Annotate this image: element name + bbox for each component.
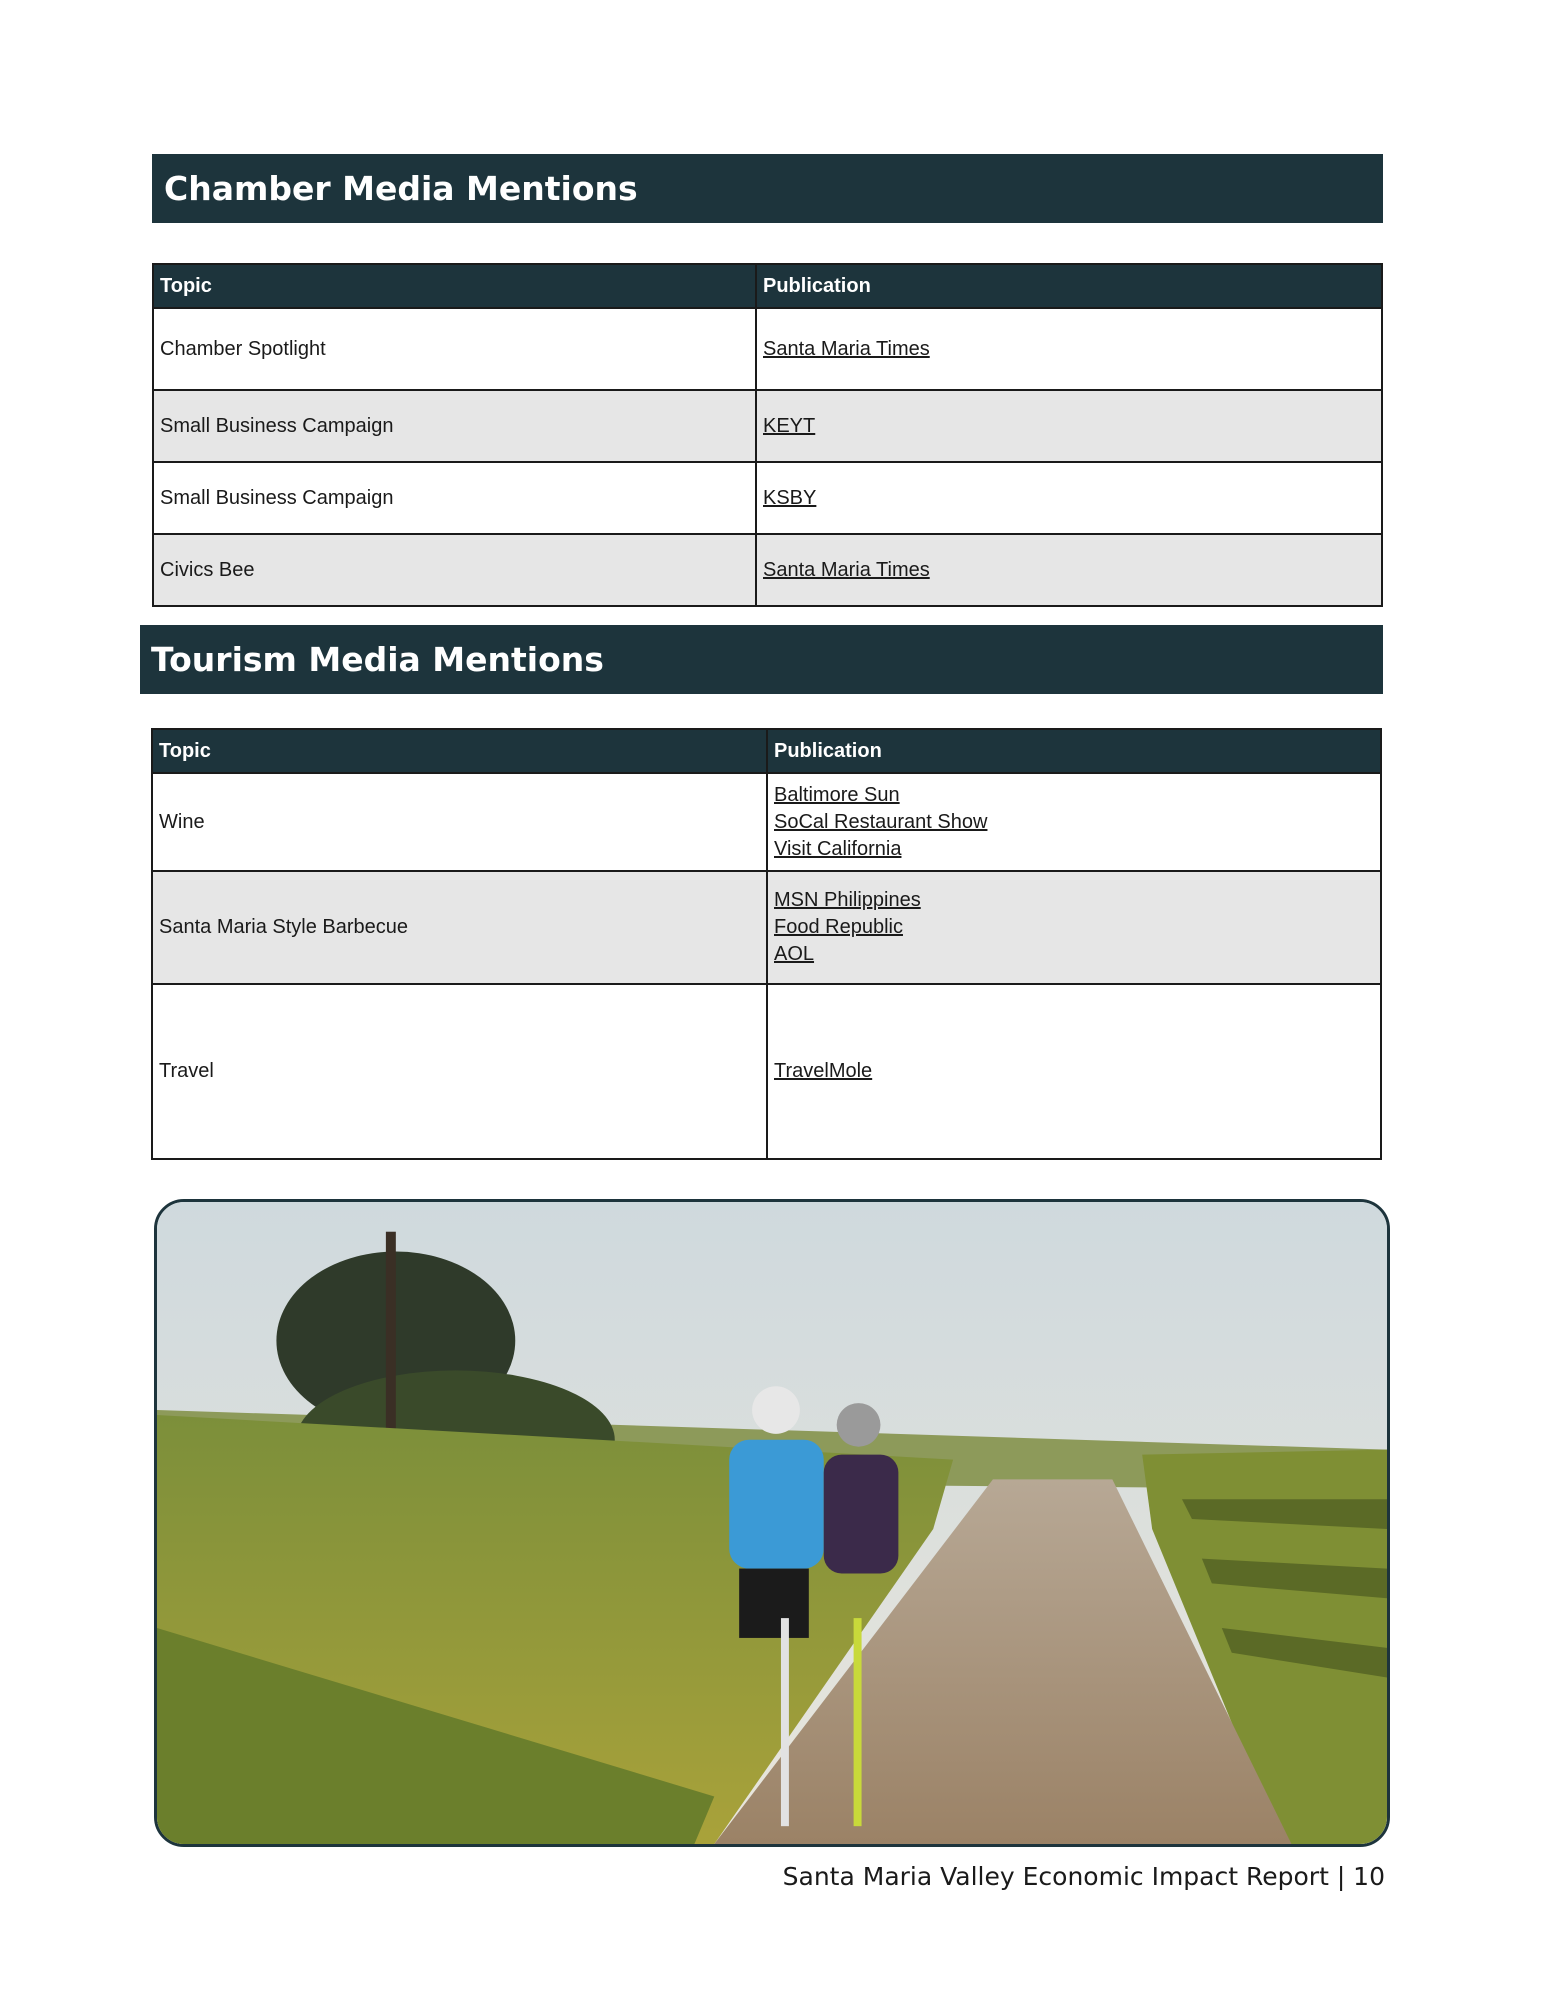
chamber-section-title: Chamber Media Mentions bbox=[152, 154, 1383, 223]
topic-header: Topic bbox=[153, 264, 756, 308]
publication-link[interactable]: Baltimore Sun bbox=[774, 783, 900, 806]
publication-header: Publication bbox=[756, 264, 1382, 308]
topic-cell: Small Business Campaign bbox=[153, 390, 756, 462]
table-row bbox=[153, 308, 1382, 390]
topic-cell: Small Business Campaign bbox=[153, 462, 756, 534]
page-footer: Santa Maria Valley Economic Impact Report | 10 bbox=[782, 1862, 1385, 1891]
topic-cell: Santa Maria Style Barbecue bbox=[152, 871, 767, 984]
publication-link[interactable]: SoCal Restaurant Show bbox=[774, 810, 988, 833]
publication-link[interactable]: Santa Maria Times bbox=[763, 337, 930, 360]
publication-link[interactable]: MSN Philippines bbox=[774, 889, 921, 911]
publication-cell bbox=[767, 984, 1381, 1159]
publication-cell bbox=[756, 534, 1382, 606]
publication-cell bbox=[767, 773, 1381, 871]
table-row bbox=[153, 462, 1382, 534]
publication-cell bbox=[756, 390, 1382, 462]
tourism-media-table bbox=[151, 728, 1382, 1160]
table-row bbox=[152, 984, 1381, 1159]
cyclists-vineyard-photo bbox=[154, 1199, 1390, 1847]
tourism-section-title: Tourism Media Mentions bbox=[140, 625, 1383, 694]
topic-header: Topic bbox=[152, 729, 767, 773]
topic-cell: Civics Bee bbox=[153, 534, 756, 606]
publication-link[interactable]: KSBY bbox=[763, 486, 817, 509]
chamber-media-table bbox=[152, 263, 1383, 607]
table-row bbox=[153, 534, 1382, 606]
publication-cell bbox=[756, 308, 1382, 390]
table-row bbox=[153, 390, 1382, 462]
topic-cell: Wine bbox=[152, 773, 767, 871]
publication-link[interactable]: AOL bbox=[774, 943, 815, 965]
publication-cell bbox=[756, 462, 1382, 534]
table-row bbox=[152, 871, 1381, 984]
table-header-row bbox=[152, 729, 1381, 773]
publication-header: Publication bbox=[767, 729, 1381, 773]
publication-link[interactable]: KEYT bbox=[763, 414, 816, 437]
publication-link[interactable]: Santa Maria Times bbox=[763, 558, 930, 581]
publication-cell bbox=[767, 871, 1381, 984]
table-row bbox=[152, 773, 1381, 871]
publication-link[interactable]: Food Republic bbox=[774, 916, 903, 938]
topic-cell: Chamber Spotlight bbox=[153, 308, 756, 390]
publication-link[interactable]: TravelMole bbox=[774, 1060, 873, 1082]
publication-link[interactable]: Visit California bbox=[774, 837, 902, 860]
topic-cell: Travel bbox=[152, 984, 767, 1159]
table-header-row bbox=[153, 264, 1382, 308]
